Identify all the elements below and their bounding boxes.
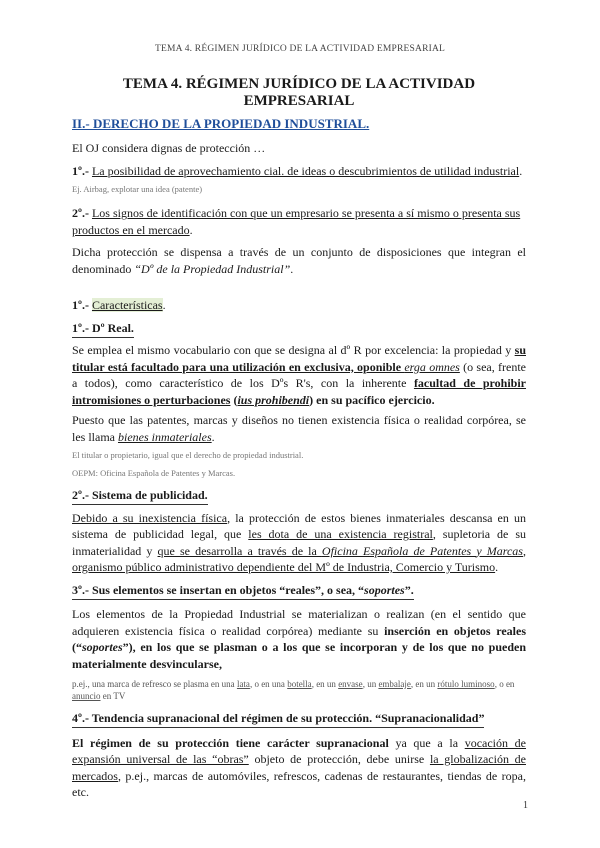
point-1-paragraph (72, 163, 526, 180)
note-airbag: Ej. Airbag, explotar una idea (patente) (72, 184, 203, 194)
characteristics-heading (72, 297, 526, 314)
supports-soportes: soportes (82, 640, 123, 654)
intangible-text: Puesto que las patentes, marcas y diseños no tienen existencia física o realidad corpórea, se les llama (72, 413, 526, 444)
example-botella: botella (287, 679, 312, 689)
example-text-d: , un (362, 679, 379, 689)
publicity-text-e: que se desarrolla a través de la (157, 543, 322, 558)
example-envase: envase (338, 679, 363, 689)
example-anuncio: anuncio (72, 691, 101, 701)
protection-end: . (290, 261, 294, 276)
point-2-number: 2º.- (72, 206, 92, 220)
dreal-heading (72, 320, 526, 337)
supports-heading-b: soportes (364, 582, 405, 597)
publicity-paragraph (72, 510, 526, 576)
intangible-term: bienes inmateriales (117, 429, 212, 444)
intro-paragraph: El OJ considera dignas de protección … (72, 141, 266, 155)
dreal-ius-prohibendi: ius prohibendi (237, 392, 310, 407)
supranational-text-f: , p.ej., marcas de automóviles, refrescos, cadenas de restaurantes, tiendas de ropa, etc. (72, 768, 526, 799)
supranational-globalizacion: la globalización de mercados (72, 752, 526, 783)
dreal-heading-text: 1º.- Dº Real. (72, 321, 134, 338)
supranational-vocacion: vocación de expansión universal de las “obras” (72, 735, 526, 766)
page-number: 1 (523, 800, 528, 811)
supports-paragraph (72, 606, 526, 672)
supports-text-d: ”), en los que se plasman o a los que se incorporan y de los que no pueden materialmente desvincularse, (72, 640, 526, 671)
publicity-text-b: , la protección de estos bienes inmateriales descansa en un sistema de publicidad legal, que (72, 510, 526, 541)
dreal-text-h: ) en su pacífico ejercicio. (309, 392, 435, 407)
supranational-heading-text: 4º.- Tendencia supranacional del régimen de su protección. “Supranacionalidad” (72, 711, 484, 728)
point-2-paragraph (72, 205, 526, 238)
supports-text-b: inserción en objetos reales (“ (72, 623, 527, 654)
dreal-text-b: su titular está facultado para una utilización en exclusiva, oponible (72, 343, 526, 374)
intangible-end: . (211, 429, 215, 444)
protection-text: Dicha protección se dispensa a través de un conjunto de disposiciones que integran el denominado (72, 245, 526, 276)
publicity-heading-text: 2º.- Sistema de publicidad. (72, 488, 208, 505)
example-embalaje: embalaje (378, 679, 411, 689)
dreal-facultad: facultad de prohibir intromisiones o perturbaciones (72, 376, 526, 407)
point-1-text: La posibilidad de aprovechamiento cial. de ideas o descubrimientos de utilidad industrial (91, 163, 520, 178)
dreal-text-f: ( (230, 392, 238, 407)
characteristics-label: Características (91, 298, 163, 312)
example-rotulo: rótulo luminoso (437, 679, 495, 689)
dreal-paragraph (72, 342, 526, 408)
publicity-text-a: Debido a su inexistencia física (72, 510, 228, 525)
example-text-c: , en un (311, 679, 339, 689)
note-oepm: OEPM: Oficina Española de Patentes y Marcas. (72, 468, 236, 478)
supranational-text-b: ya que a la (388, 735, 465, 750)
point-2-end: . (189, 222, 193, 237)
supranational-text-d: objeto de protección, debe unirse (248, 752, 430, 766)
characteristics-end: . (162, 298, 166, 312)
example-text-e: , en un (410, 679, 438, 689)
supranational-text-a: El régimen de su protección tiene carácter supranacional (72, 735, 389, 750)
running-header: TEMA 4. RÉGIMEN JURÍDICO DE LA ACTIVIDAD EMPRESARIAL (154, 44, 446, 54)
example-text-g: en TV (100, 691, 126, 701)
point-1-number: 1º.- (72, 163, 92, 178)
publicity-registral: les dota de una existencia registral (248, 527, 433, 541)
intangible-paragraph (72, 412, 526, 445)
page-title: TEMA 4. RÉGIMEN JURÍDICO DE LA ACTIVIDAD EMPRESARIAL (122, 76, 476, 109)
dreal-erga-omnes: erga omnes (404, 359, 460, 374)
characteristics-number: 1º.- (72, 298, 92, 312)
protection-term: “Dº de la Propiedad Industrial” (134, 261, 291, 276)
supports-heading (72, 582, 526, 599)
example-text-a: p.ej., una marca de refresco se plasma en una (72, 679, 237, 689)
supranational-paragraph (72, 735, 526, 801)
example-text-f: , o en (494, 679, 515, 689)
note-titular: El titular o propietario, igual que el derecho de propiedad industrial. (72, 450, 304, 460)
dreal-text-d: (o sea, frente a todos), como característico de los Dºs R's, con la inherente (72, 359, 527, 390)
example-text-b: , o en una (249, 679, 288, 689)
publicity-heading (72, 487, 526, 504)
protection-paragraph (72, 244, 526, 277)
publicity-text-g: , organismo público administrativo dependiente del Mº de Industria, Comercio y Turismo (72, 543, 526, 574)
supranational-heading (72, 710, 526, 727)
supports-heading-text (72, 583, 414, 600)
supports-heading-c: ”. (404, 582, 414, 597)
point-2-text: Los signos de identificación con que un empresario se presenta a sí mismo o presenta sus productos en el mercado (72, 206, 521, 237)
note-examples (72, 678, 526, 702)
dreal-text-a: Se emplea el mismo vocabulario con que se designa al dº R por excelencia: la propiedad y (72, 343, 515, 357)
page-content (72, 76, 526, 801)
supports-text-a: Los elementos de la Propiedad Industrial se materializan o realizan (en el sentido que adquieren existencia física o realidad corpórea) mediante su (72, 607, 526, 638)
point-1-end: . (519, 163, 523, 178)
supports-heading-a: 3º.- Sus elementos se insertan en objetos “reales”, o sea, “ (72, 582, 365, 597)
publicity-text-d: , supletoria de su inmaterialidad y (72, 527, 526, 558)
example-lata: lata (236, 679, 250, 689)
section-heading: II.- DERECHO DE LA PROPIEDAD INDUSTRIAL. (72, 116, 370, 131)
publicity-oepm: Oficina Española de Patentes y Marcas (321, 543, 523, 558)
publicity-end: . (495, 560, 499, 574)
